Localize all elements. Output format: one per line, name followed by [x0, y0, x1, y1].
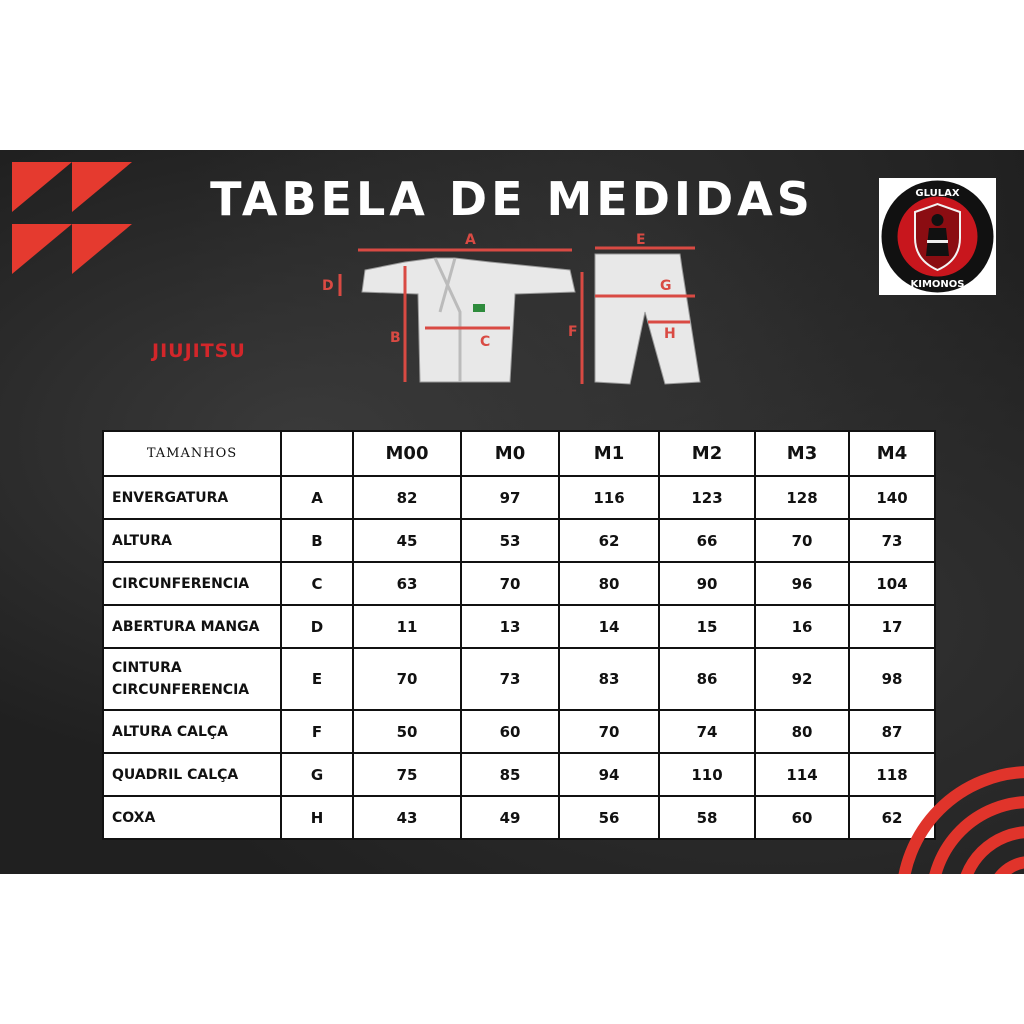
diagram-letter-h: H	[664, 326, 676, 342]
row-code: G	[281, 753, 353, 796]
row-label: ENVERGATURA	[103, 476, 281, 519]
cell-value: 73	[849, 519, 935, 562]
cell-value: 83	[559, 648, 659, 710]
row-label: ALTURA	[103, 519, 281, 562]
cell-value: 92	[755, 648, 849, 710]
diagram-letter-d: D	[322, 278, 334, 294]
cell-value: 74	[659, 710, 755, 753]
table-row	[103, 753, 935, 796]
row-label: COXA	[103, 796, 281, 839]
cell-value: 58	[659, 796, 755, 839]
diagram-letter-g: G	[660, 278, 672, 294]
cell-value: 80	[559, 562, 659, 605]
cell-value: 62	[849, 796, 935, 839]
table-row	[103, 519, 935, 562]
cell-value: 63	[353, 562, 461, 605]
header-size: M3	[755, 431, 849, 476]
kimono-measurement-diagram	[310, 232, 730, 402]
header-size: M4	[849, 431, 935, 476]
size-table	[102, 430, 936, 840]
cell-value: 11	[353, 605, 461, 648]
cell-value: 70	[353, 648, 461, 710]
cell-value: 70	[559, 710, 659, 753]
cell-value: 60	[461, 710, 559, 753]
cell-value: 116	[559, 476, 659, 519]
cell-value: 110	[659, 753, 755, 796]
row-code: A	[281, 476, 353, 519]
cell-value: 104	[849, 562, 935, 605]
size-chart-board	[0, 150, 1024, 874]
header-size: M2	[659, 431, 755, 476]
cell-value: 14	[559, 605, 659, 648]
row-code: C	[281, 562, 353, 605]
diagram-letter-a: A	[465, 232, 476, 248]
cell-value: 70	[755, 519, 849, 562]
cell-value: 96	[755, 562, 849, 605]
cell-value: 15	[659, 605, 755, 648]
logo-bottom-text: KIMONOS	[910, 279, 965, 290]
table-row	[103, 796, 935, 839]
cell-value: 90	[659, 562, 755, 605]
table-row	[103, 648, 935, 710]
row-label: ALTURA CALÇA	[103, 710, 281, 753]
cell-value: 50	[353, 710, 461, 753]
cell-value: 56	[559, 796, 659, 839]
table-row	[103, 476, 935, 519]
table-row	[103, 605, 935, 648]
row-code: E	[281, 648, 353, 710]
logo-top-text: GLULAX	[915, 188, 960, 199]
cell-value: 118	[849, 753, 935, 796]
diagram-letter-e: E	[636, 232, 646, 248]
category-label: JIUJITSU	[152, 340, 246, 362]
cell-value: 123	[659, 476, 755, 519]
cell-value: 53	[461, 519, 559, 562]
row-label: ABERTURA MANGA	[103, 605, 281, 648]
page-title: TABELA DE MEDIDAS	[210, 172, 814, 226]
table-header-row	[103, 431, 935, 476]
header-size: M00	[353, 431, 461, 476]
cell-value: 49	[461, 796, 559, 839]
table-row	[103, 562, 935, 605]
brand-logo	[879, 178, 996, 295]
cell-value: 60	[755, 796, 849, 839]
cell-value: 140	[849, 476, 935, 519]
cell-value: 16	[755, 605, 849, 648]
header-code	[281, 431, 353, 476]
diagram-letter-b: B	[390, 330, 401, 346]
row-code: F	[281, 710, 353, 753]
cell-value: 87	[849, 710, 935, 753]
concentric-rings-decoration	[880, 750, 1024, 874]
diagram-letter-f: F	[568, 324, 578, 340]
row-label: CIRCUNFERENCIA	[103, 562, 281, 605]
header-size: M1	[559, 431, 659, 476]
cell-value: 17	[849, 605, 935, 648]
cell-value: 94	[559, 753, 659, 796]
cell-value: 97	[461, 476, 559, 519]
cell-value: 82	[353, 476, 461, 519]
row-code: D	[281, 605, 353, 648]
row-code: H	[281, 796, 353, 839]
cell-value: 85	[461, 753, 559, 796]
diagram-letter-c: C	[480, 334, 491, 350]
cell-value: 70	[461, 562, 559, 605]
cell-value: 75	[353, 753, 461, 796]
cell-value: 45	[353, 519, 461, 562]
cell-value: 80	[755, 710, 849, 753]
cell-value: 86	[659, 648, 755, 710]
row-label: CINTURA CIRCUNFERENCIA	[103, 648, 281, 710]
table-row	[103, 710, 935, 753]
cell-value: 66	[659, 519, 755, 562]
row-label: QUADRIL CALÇA	[103, 753, 281, 796]
cell-value: 73	[461, 648, 559, 710]
cell-value: 62	[559, 519, 659, 562]
cell-value: 98	[849, 648, 935, 710]
header-size: M0	[461, 431, 559, 476]
cell-value: 128	[755, 476, 849, 519]
cell-value: 114	[755, 753, 849, 796]
cell-value: 13	[461, 605, 559, 648]
cell-value: 43	[353, 796, 461, 839]
row-code: B	[281, 519, 353, 562]
header-tamanhos: TAMANHOS	[103, 431, 281, 476]
